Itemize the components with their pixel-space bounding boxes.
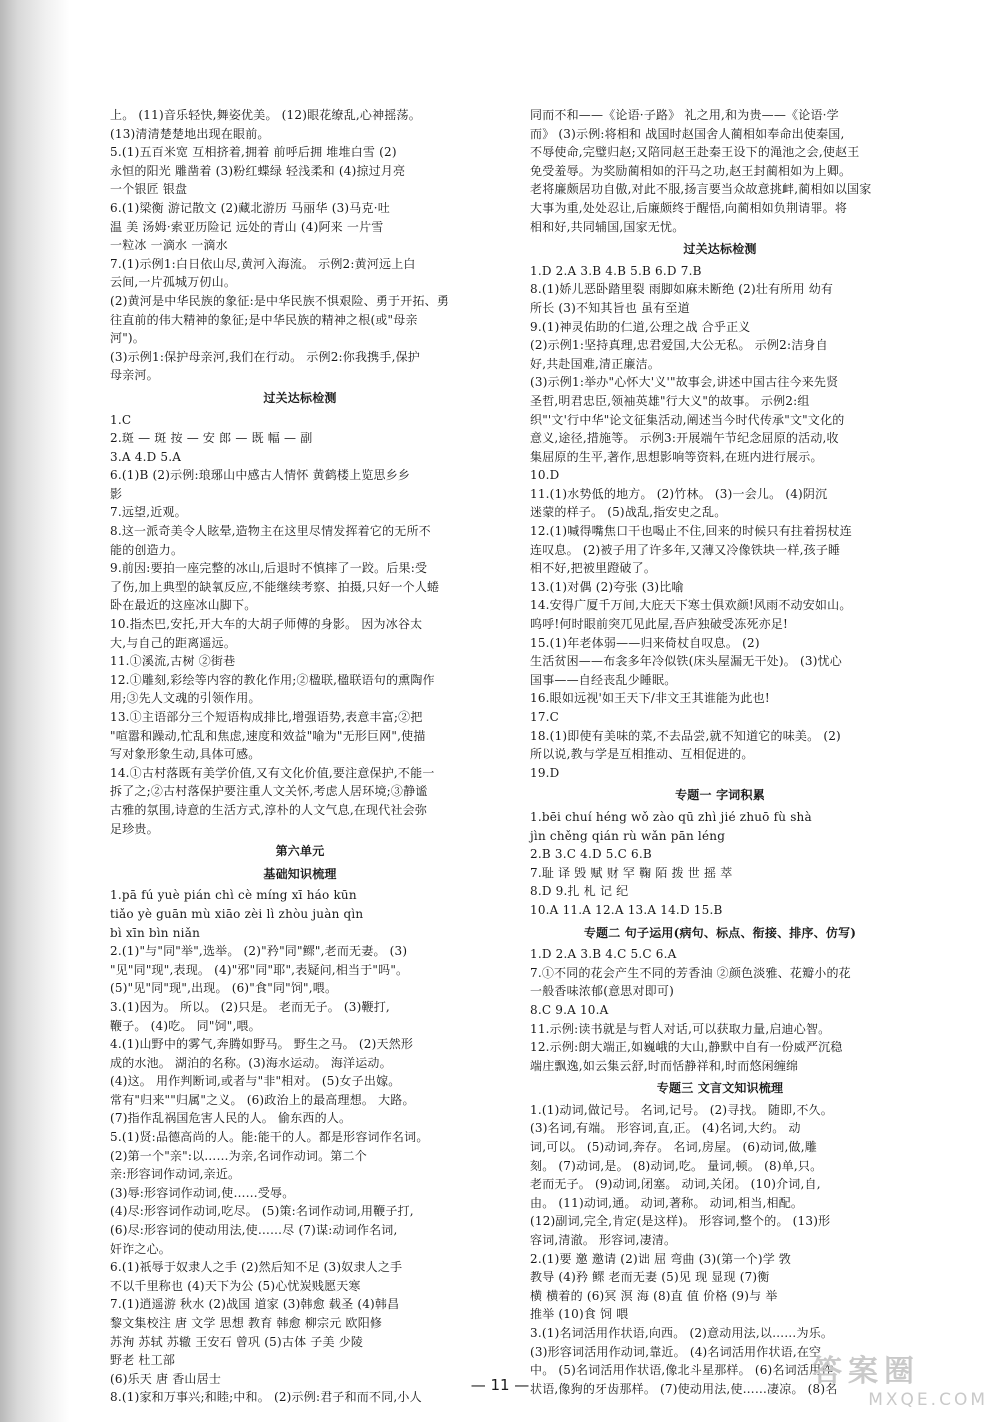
answer-line: 能的创造力。 xyxy=(110,542,184,557)
watermark-title: 答案圈 xyxy=(812,1354,920,1389)
answer-line: 1.D 2.A 3.B 4.B 5.B 6.D 7.B xyxy=(530,263,702,278)
answer-line: (6)乐天 唐 香山居士 xyxy=(110,1371,222,1386)
answer-line: 生活贫困——布衾多年冷似铁(床头屋漏无干处)。 (3)忧心 xyxy=(530,654,842,669)
answer-line: 云间,一片孤城万仞山。 xyxy=(110,275,237,290)
answer-line: bì xīn bìn niǎn xyxy=(110,925,200,940)
answer-line: 10.A 11.A 12.A 13.A 14.D 15.B xyxy=(530,902,723,917)
answer-line: 了伤,加上典型的缺氧反应,不能继续考察、拍摄,只好一个人蜷 xyxy=(110,579,440,594)
answer-line: 中。 (5)名词活用作状语,像北斗星那样。 (6)名词活用作 xyxy=(530,1363,834,1378)
section-heading: 第六单元 xyxy=(275,844,325,859)
answer-line: 7.远望,近观。 xyxy=(110,505,187,520)
answer-line: 织"'文'行中华"论文征集活动,阐述当今时代传承"文"文化的 xyxy=(530,412,845,427)
left-column xyxy=(110,106,490,1407)
right-column xyxy=(530,106,910,1398)
answer-line: 1.(1)动词,做记号。 名词,记号。 (2)寻找。 随即,不久。 xyxy=(530,1102,833,1117)
answer-line: 11.示例:读书就是与哲人对话,可以获取力量,启迪心智。 xyxy=(530,1021,831,1036)
answer-line: 不辱使命,完璧归赵;又陪同赵王赴秦王设下的渑池之会,使赵王 xyxy=(530,145,860,160)
answer-line: (4)尽:形容词作动词,吃尽。 (5)策:名词作动词,用鞭子打, xyxy=(110,1204,414,1219)
answer-line: 永恒的阳光 雕凿着 (3)粉红蝶绿 轻浅柔和 (4)掠过月亮 xyxy=(110,163,406,178)
answer-line: 9.前因:要拍一座完整的冰山,后退时不慎摔了一跤。后果:受 xyxy=(110,561,428,576)
answer-line: 集屈原的生平,著作,思想影响等资料,在班内进行展示。 xyxy=(530,449,823,464)
answer-line: 黎文集校注 唐 文学 思想 教育 韩愈 柳宗元 欧阳修 xyxy=(110,1316,383,1330)
answer-line: 横 横着的 (6)冥 溟 海 (8)直 值 价格 (9)与 举 xyxy=(530,1288,778,1303)
answer-line: tiǎo yè guān mù xiāo zèi lì zhòu juàn qìn xyxy=(110,906,364,921)
answer-line: 国事——自经丧乱少睡眠。 xyxy=(530,672,677,687)
answer-line: "喧嚣和躁动,忙乱和焦虑,速度和效益"喻为"无形巨网",使描 xyxy=(110,728,426,743)
answer-line: 11.①溪流,古树 ②街巷 xyxy=(110,654,236,669)
answer-line: 11.(1)水势低的地方。 (2)竹林。 (3)一会儿。 (4)阴沉 xyxy=(530,486,828,501)
answer-line: 老将廉颇居功自傲,对此不服,扬言要当众故意挑衅,蔺相如以国家 xyxy=(530,182,872,197)
answer-line: 上。 (11)音乐轻快,舞姿优美。 (12)眼花缭乱,心神摇荡。 xyxy=(110,108,421,122)
answer-line: 端庄飘逸,如云集云舒,时而恬静祥和,时而悠闲缠绵 xyxy=(530,1058,799,1073)
answer-line: 12.(1)喊得嘴焦口干也喝止不住,回来的时候只有拄着拐杖连 xyxy=(530,524,852,539)
answer-line: 9.(1)神灵佑助的仁道,公理之战 合乎正义 xyxy=(530,319,751,334)
answer-line: 7.①不同的花会产生不同的芳香油 ②颜色淡雅、花瓣小的花 xyxy=(530,965,851,980)
answer-line: 8.这一派奇美令人眩晕,造物主在这里尽情发挥着它的无所不 xyxy=(110,524,431,539)
answer-line: 大,与自己的距离遥远。 xyxy=(110,635,237,650)
answer-line: 13.①主语部分三个短语构成排比,增强语势,表意丰富;②把 xyxy=(110,710,423,724)
answer-line: 13.(1)对偶 (2)夸张 (3)比喻 xyxy=(530,579,684,594)
answer-line: (13)清清楚楚地出现在眼前。 xyxy=(110,126,270,141)
answer-line: (7)指作乱祸国危害人民的人。 偷东西的人。 xyxy=(110,1111,352,1126)
answer-line: 圣哲,明君忠臣,领袖英雄"行大义"的故事。 示例2:组 xyxy=(530,393,810,408)
answer-line: 15.(1)年老体弱——归来倚杖自叹息。 (2) xyxy=(530,635,760,650)
answer-line: 1.C xyxy=(110,412,132,427)
watermark-url: MXQE.COM xyxy=(868,1390,988,1410)
answer-line: 教导 (4)矜 鳏 老而无妻 (5)见 现 显现 (7)衡 xyxy=(530,1270,770,1285)
answer-line: (3)示例1:保护母亲河,我们在行动。 示例2:你我携手,保护 xyxy=(110,349,420,364)
section-heading: 基础知识梳理 xyxy=(263,866,337,881)
answer-line: 写对象形象生动,具体可感。 xyxy=(110,747,261,762)
answer-line: 好,共赴国难,清正廉洁。 xyxy=(530,356,661,371)
answer-line: 8.D 9.扎 札 记 纪 xyxy=(530,884,629,899)
answer-line: 河")。 xyxy=(110,331,146,346)
section-heading: 过关达标检测 xyxy=(683,242,757,257)
answer-line: 相不好,把被里蹬破了。 xyxy=(530,561,657,576)
answer-line: "见"同"现",表现。 (4)"邪"同"耶",表疑问,相当于"吗"。 xyxy=(110,962,409,977)
answer-line: 词,可以。 (5)动词,奔存。 名词,房屋。 (6)动词,做,雕 xyxy=(530,1140,817,1155)
answer-line: 鞭子。 (4)吃。 同"饲",喂。 xyxy=(110,1018,261,1033)
answer-line: 1.pā fú yuè pián chì cè míng xī háo kūn xyxy=(110,888,357,903)
answer-line: 10.D xyxy=(530,468,560,483)
watermark-logo xyxy=(812,1346,988,1418)
answer-line: jìn chěng qián rù wǎn pān léng xyxy=(530,828,726,843)
answer-line: 母亲河。 xyxy=(110,368,159,383)
answer-line: (3)辱:形容词作动词,使……受辱。 xyxy=(110,1185,295,1200)
answer-line: (4)这。 用作判断词,或者与"非"相对。 (5)女子出嫁。 xyxy=(110,1074,401,1089)
answer-line: 不以千里称也 (4)天下为公 (5)心忧炭贱愿天寒 xyxy=(110,1278,361,1293)
answer-line: 往直前的伟大精神的象征;是中华民族的精神之根(或"母亲 xyxy=(110,312,418,327)
answer-line: 相和好,共同辅国,国家无忧。 xyxy=(530,219,685,234)
answer-line: 17.C xyxy=(530,710,560,724)
answer-line: 所以说,教与学是互相推动、互相促进的。 xyxy=(530,747,754,762)
answer-line: 6.(1)梁衡 游记散文 (2)藏北游历 马丽华 (3)马克·吐 xyxy=(110,200,390,215)
section-heading: 过关达标检测 xyxy=(263,390,337,405)
answer-line: 野老 杜工部 xyxy=(110,1353,176,1368)
answer-line: 迷蒙的样子。 (5)战乱,指安史之乱。 xyxy=(530,505,727,520)
section-heading: 专题一 字词积累 xyxy=(675,788,765,803)
answer-line: 容词,清澈。 形容词,凄清。 xyxy=(530,1233,677,1248)
answer-line: 苏洵 苏轼 苏辙 王安石 曾巩 (5)古体 子美 少陵 xyxy=(110,1334,364,1349)
answer-line: 2.B 3.C 4.D 5.C 6.B xyxy=(530,847,652,862)
section-heading: 专题三 文言文知识梳理 xyxy=(656,1081,784,1096)
page-number: — 11 — xyxy=(470,1376,530,1394)
answer-line: 奸诈之心。 xyxy=(110,1241,172,1256)
answer-line: 2.斑 — 斑 按 — 安 郎 — 既 幅 — 副 xyxy=(110,431,313,446)
answer-line: 1.bēi chuí héng wǒ zào qū zhì jié zhuō fù shà xyxy=(530,809,812,824)
answer-line: 3.(1)因为。 所以。 (2)只是。 老而无子。 (3)鞭打, xyxy=(110,999,390,1014)
answer-line: 12.①雕刻,彩绘等内容的教化作用;②楹联,楹联语句的熏陶作 xyxy=(110,672,435,687)
answer-line: 免受羞辱。为奖励蔺相如的汗马之功,赵王封蔺相如为上卿。 xyxy=(530,163,852,178)
answer-line: 足珍贵。 xyxy=(110,821,159,836)
answer-line: 19.D xyxy=(530,765,560,780)
answer-line: (3)示例1:举办"心怀大'义'"故事会,讲述中国古往今来先贤 xyxy=(530,375,839,390)
answer-line: (3)形容词活用作动词,靠近。 (4)名词活用作状语,在空 xyxy=(530,1344,822,1359)
answer-line: 所长 (3)不知其旨也 虽有至道 xyxy=(530,300,690,315)
answer-line: 由。 (11)动词,通。 动词,著称。 动词,相当,相配。 xyxy=(530,1195,804,1210)
section-heading: 专题二 句子运用(病句、标点、衔接、排序、仿写) xyxy=(583,925,857,940)
answer-line: 意义,途径,措施等。 示例3:开展端午节纪念屈原的活动,收 xyxy=(530,431,839,446)
answer-line: 拆了之;②古村落保护要注重人文关怀,考虑人居环境;③静谧 xyxy=(110,784,428,799)
answer-line: 8.(1)家和万事兴;和睦;中和。 (2)示例:君子和而不同,小人 xyxy=(110,1390,422,1405)
answer-line: 8.C 9.A 10.A xyxy=(530,1002,609,1017)
scan-edge-shadow xyxy=(0,0,70,1422)
answer-line: 2.(1)要 邀 邀请 (2)诎 屈 弯曲 (3)(第一个)学 敩 xyxy=(530,1251,792,1266)
answer-line: 影 xyxy=(110,486,123,501)
answer-line: 2.(1)"与"同"举",选举。 (2)"矜"同"鳏",老而无妻。 (3) xyxy=(110,944,408,959)
answer-line: (3)名词,有端。 形容词,直,正。 (4)名词,大约。 动 xyxy=(530,1121,801,1136)
answer-line: (6)尽:形容词的使动用法,使……尽 (7)谋:动词作名词, xyxy=(110,1223,398,1238)
answer-line: 6.(1)祇辱于奴隶人之手 (2)然后知不足 (3)奴隶人之手 xyxy=(110,1260,403,1275)
answer-line: 14.安得广厦千万间,大庇天下寒士俱欢颜!风雨不动安如山。 xyxy=(530,598,852,613)
answer-line: 14.①古村落既有美学价值,又有文化价值,要注意保护,不能一 xyxy=(110,765,435,780)
answer-line: 常有"归来""归属"之义。 (6)政治上的最高理想。 大路。 xyxy=(110,1092,415,1107)
answer-line: 7.耻 译 毁 赋 财 罕 鞠 陌 拨 世 摇 萃 xyxy=(530,865,733,880)
answer-line: 温 美 汤姆·索亚历险记 远处的青山 (4)阿来 一片雪 xyxy=(110,219,384,234)
answer-line: 一个银匠 银盘 xyxy=(110,182,188,197)
answer-line: 呜呼!何时眼前突兀见此屋,吾庐独破受冻死亦足! xyxy=(530,617,789,632)
answer-line: 12.示例:朗大端正,如巍峨的大山,静默中自有一份威严沉稳 xyxy=(530,1040,843,1055)
answer-line: 3.A 4.D 5.A xyxy=(110,449,182,464)
answer-line: (12)副词,完全,肯定(是这样)。 形容词,整个的。 (13)形 xyxy=(530,1214,831,1229)
answer-line: 5.(1)五百米宽 互相挤着,拥着 前呼后拥 堆堆白雪 (2) xyxy=(110,145,397,160)
answer-line: (2)黄河是中华民族的象征:是中华民族不惧艰险、勇于开拓、勇 xyxy=(110,293,450,308)
answer-line: 用;③先人文魂的引领作用。 xyxy=(110,691,261,706)
answer-line: 6.(1)B (2)示例:琅琊山中感古人情怀 黄鹤楼上览思乡乡 xyxy=(110,468,411,483)
answer-line: 1.D 2.A 3.B 4.C 5.C 6.A xyxy=(530,947,677,962)
answer-line: 一般香味浓郁(意思对即可) xyxy=(530,984,674,999)
answer-line: 连叹息。 (2)被子用了许多年,又薄又冷像铁块一样,孩子睡 xyxy=(530,542,841,557)
answer-line: 大事为重,处处忍让,后廉颇终于醒悟,向蔺相如负荆请罪。将 xyxy=(530,200,848,215)
answer-line: 18.(1)即使有美味的菜,不去品尝,就不知道它的味美。 (2) xyxy=(530,728,841,743)
answer-line: 老而无子。 (9)动词,闭塞。 动词,关闭。 (10)介词,自, xyxy=(530,1177,821,1192)
answer-line: 一粒冰 一滴水 一滴水 xyxy=(110,238,228,253)
answer-line: (2)示例1:坚持真理,忠君爱国,大公无私。 示例2:洁身自 xyxy=(530,338,828,353)
answer-line: 状语,像狗的牙齿那样。 (7)使动用法,使……凄凉。 (8)名 xyxy=(530,1381,838,1396)
answer-line: 3.(1)名词活用作状语,向西。 (2)意动用法,以……为乐。 xyxy=(530,1326,834,1340)
answer-line: 4.(1)山野中的雾气,奔腾如野马。 野生之马。 (2)天然形 xyxy=(110,1037,414,1052)
answer-line: 5.(1)贤:品德高尚的人。能:能干的人。都是形容词作名词。 xyxy=(110,1130,429,1145)
answer-line: 7.(1)示例1:白日依山尽,黄河入海流。 示例2:黄河远上白 xyxy=(110,256,416,271)
answer-line: 成的水池。 湖泊的名称。(3)海水运动。 海洋运动。 xyxy=(110,1055,392,1070)
answer-line: (5)"见"同"现",出现。 (6)"食"同"饲",喂。 xyxy=(110,981,338,996)
answer-line: 8.(1)娇儿恶卧踏里裂 雨脚如麻未断绝 (2)壮有所用 幼有 xyxy=(530,282,834,297)
answer-line: 7.(1)逍遥游 秋水 (2)战国 道家 (3)韩愈 载圣 (4)韩昌 xyxy=(110,1297,400,1312)
answer-line: 而》 (3)示例:将相和 战国时赵国舍人蔺相如奉命出使秦国, xyxy=(530,126,845,141)
answer-line: 推举 (10)食 饲 喂 xyxy=(530,1307,629,1322)
answer-line: 10.指杰巴,安托,开大车的大胡子师傅的身影。 因为冰谷太 xyxy=(110,617,423,632)
answer-line: 卧在最近的这座冰山脚下。 xyxy=(110,598,257,613)
answer-line: 16.眼如远视'如王天下/非文王其谁能为此也! xyxy=(530,691,770,706)
answer-line: 刻。 (7)动词,是。 (8)动词,吃。 量词,顿。 (8)单,只。 xyxy=(530,1158,823,1173)
answer-line: 古雅的氛围,诗意的生活方式,淳朴的人文气息,在现代社会弥 xyxy=(110,802,428,817)
answer-line: (2)第一个"亲":以……为亲,名词作动词。第二个 xyxy=(110,1148,367,1163)
answer-line: 亲:形容词作动词,亲近。 xyxy=(110,1167,241,1182)
answer-line: 同而不和——《论语·子路》 礼之用,和为贵——《论语·学 xyxy=(530,108,839,122)
